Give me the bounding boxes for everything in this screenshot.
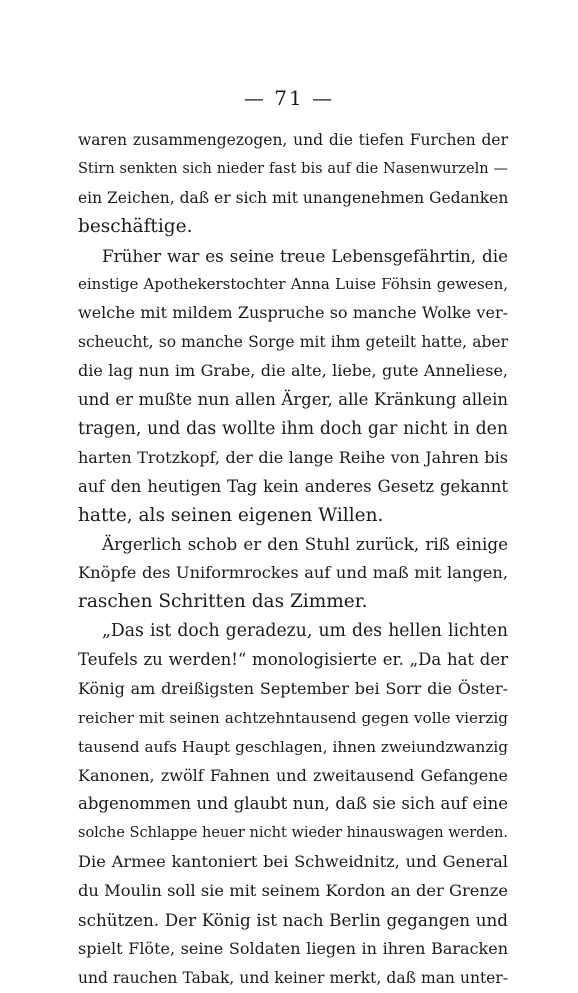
text-line: Ärgerlich schob er den Stuhl zurück, riß einige: [102, 534, 508, 555]
text-line: Teufels zu werden!“ monologisierte er. „Da hat der: [78, 650, 508, 670]
text-line: ein Zeichen, daß er sich mit unangenehmen Gedanken: [78, 188, 509, 207]
text-line: die lag nun im Grabe, die alte, liebe, gute Anneliese,: [78, 361, 508, 381]
text-line: tausend aufs Haupt geschlagen, ihnen zweiundzwanzig: [78, 737, 508, 756]
text-line: schützen. Der König ist nach Berlin gegangen und: [78, 910, 508, 931]
text-line: raschen Schritten das Zimmer.: [78, 591, 368, 613]
text-line: solche Schlappe heuer nicht wieder hinauswagen werden.: [78, 825, 508, 842]
body-text: [78, 126, 508, 993]
text-line: „Das ist doch geradezu, um des hellen lichten: [102, 621, 508, 642]
text-line: abgenommen und glaubt nun, daß sie sich auf eine: [78, 794, 508, 814]
text-line: du Moulin soll sie mit seinem Kordon an der Grenze: [78, 881, 508, 901]
text-line: auf den heutigen Tag kein anderes Gesetz gekannt: [78, 476, 508, 496]
text-line: Früher war es seine treue Lebensgefährtin, die: [102, 245, 508, 266]
text-line: scheucht, so manche Sorge mit ihm geteilt hatte, aber: [78, 333, 508, 352]
text-line: König am dreißigsten September bei Sorr die Öster-: [78, 678, 508, 698]
text-line: welche mit mildem Zuspruche so manche Wolke ver-: [78, 303, 508, 323]
text-line: waren zusammengezogen, und die tiefen Furchen der: [78, 131, 508, 149]
text-line: und rauchen Tabak, und keiner merkt, daß man unter-: [78, 968, 508, 987]
text-line: Kanonen, zwölf Fahnen und zweitausend Gefangene: [78, 765, 508, 785]
text-line: reicher mit seinen achtzehntausend gegen volle vierzig: [78, 708, 508, 727]
text-line: und er mußte nun allen Ärger, alle Kränkung allein: [78, 390, 508, 410]
text-line: harten Trotzkopf, der die lange Reihe von Jahren bis: [78, 447, 508, 467]
text-line: Stirn senkten sich nieder fast bis auf die Nasenwurzeln —: [78, 160, 508, 177]
text-line: tragen, und das wollte ihm doch gar nicht in den: [78, 418, 508, 439]
text-line: einstige Apothekerstochter Anna Luise Föhsin gewesen,: [78, 275, 508, 294]
text-line: Die Armee kantoniert bei Schweidnitz, und General: [78, 852, 508, 872]
text-line: spielt Flöte, seine Soldaten liegen in ihren Baracken: [78, 938, 508, 958]
text-line: hatte, als seinen eigenen Willen.: [78, 504, 384, 526]
text-line: beschäftige.: [78, 215, 193, 237]
text-line: Knöpfe des Uniformrockes auf und maß mit langen,: [78, 563, 508, 583]
page-number: — 71 —: [243, 86, 335, 110]
